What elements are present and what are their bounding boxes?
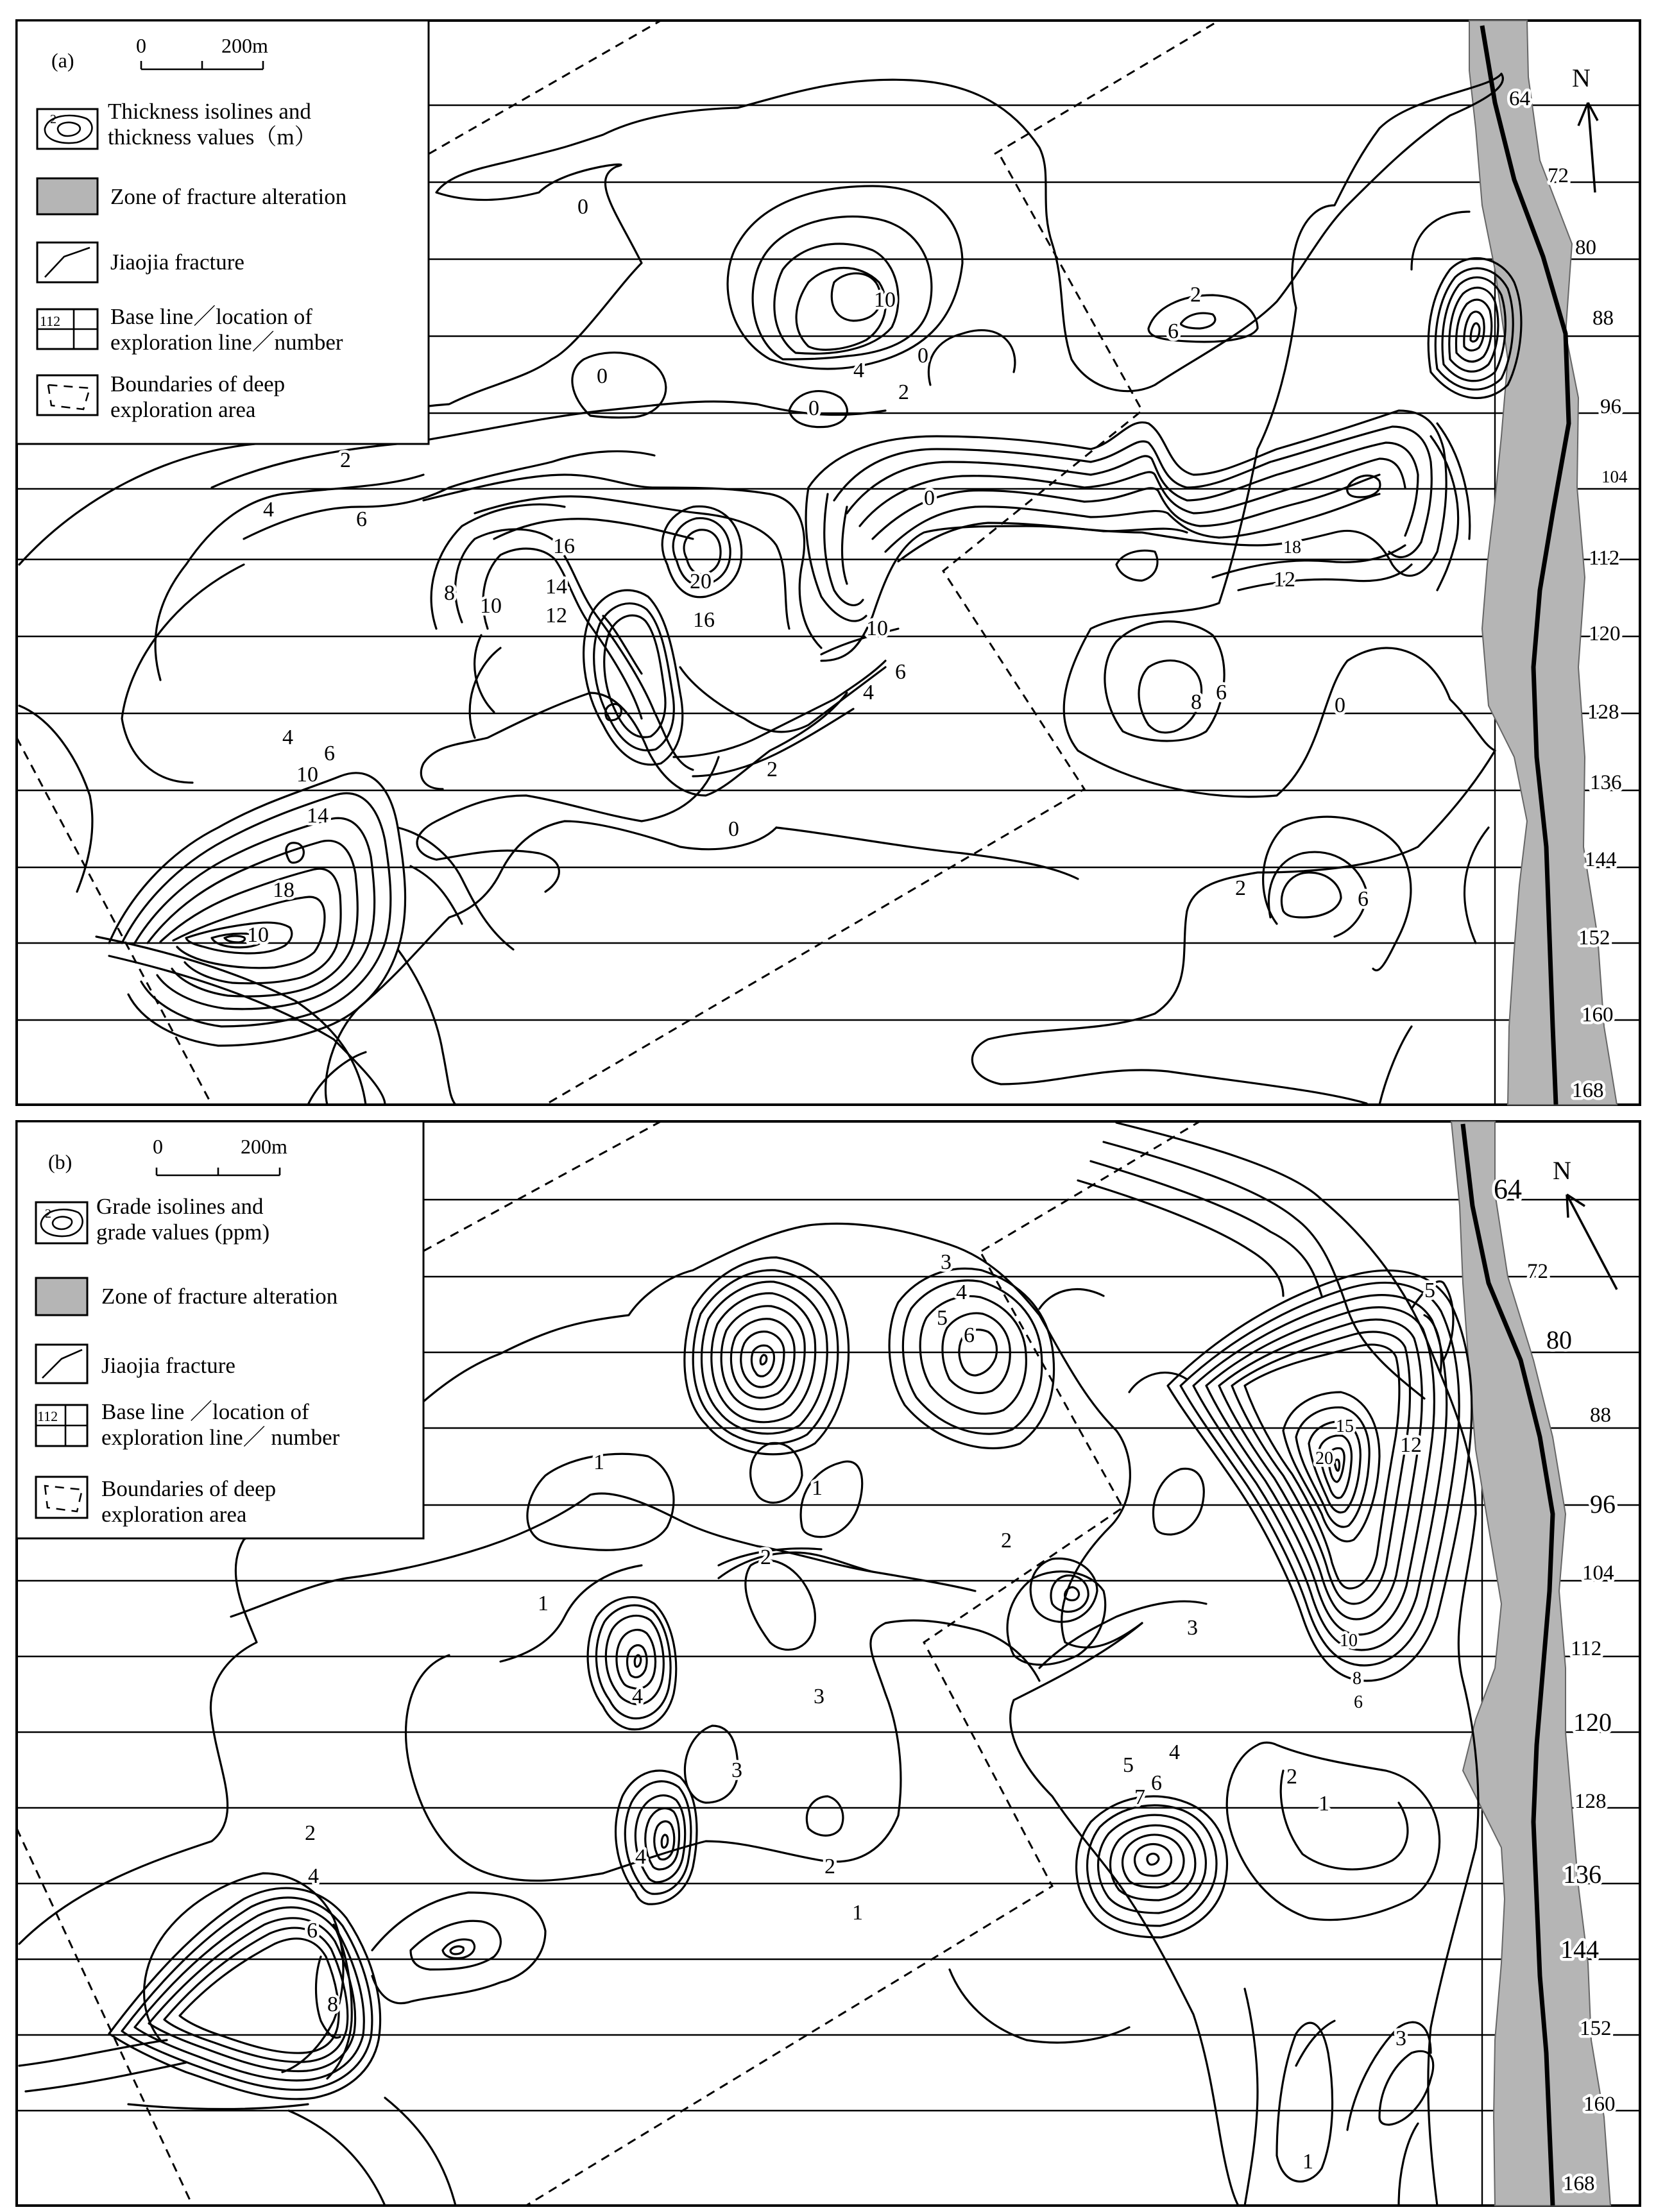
contour-label: 2 [1235, 876, 1246, 900]
contour-label: 0 [924, 486, 935, 510]
line-number: 112 [1589, 547, 1620, 570]
legend-isolines-line1: Grade isolines and [96, 1194, 264, 1219]
contour-label: 5 [937, 1306, 948, 1330]
contour-label: 6 [1354, 1692, 1363, 1712]
contour-label: 6 [1358, 887, 1369, 911]
grade-contour-map-panel [17, 1121, 1640, 2206]
contour-label: 10 [480, 594, 502, 618]
line-number: 152 [1578, 926, 1610, 949]
north-label: N [1572, 64, 1591, 92]
legend [17, 21, 429, 444]
legend-isolines-line1: Thickness isolines and [108, 99, 311, 124]
line-number: 120 [1589, 622, 1621, 645]
line-number: 152 [1580, 2017, 1612, 2040]
contour-label: 3 [731, 1758, 742, 1782]
contour-label: 12 [1274, 568, 1295, 591]
contour-label: 1 [852, 1901, 863, 1925]
contour-label: 2 [1286, 1765, 1297, 1789]
contour-label: 14 [545, 575, 567, 599]
legend-baseline-line1: Base line ／location of [101, 1399, 309, 1424]
contour-label: 6 [1216, 681, 1227, 704]
contour-label: 6 [307, 1919, 318, 1943]
line-number: 96 [1600, 395, 1621, 418]
contour-label: 10 [874, 288, 896, 312]
contour-label: 4 [1169, 1740, 1180, 1764]
line-number: 96 [1590, 1490, 1616, 1519]
contour-label: 18 [1283, 538, 1301, 557]
contour-label: 6 [1151, 1771, 1162, 1795]
line-number: 80 [1575, 236, 1596, 259]
line-number: 128 [1587, 701, 1619, 724]
panel-label: (b) [48, 1150, 73, 1173]
contour-label: 5 [1424, 1279, 1435, 1302]
contour-label: 2 [305, 1821, 316, 1845]
legend-isolines-a [0, 0, 1, 1]
contour-label: 18 [273, 878, 294, 902]
contour-label: 3 [941, 1250, 952, 1274]
line-number: 128 [1575, 1790, 1607, 1813]
contour-label: 0 [808, 396, 819, 420]
line-number: 72 [1527, 1260, 1548, 1283]
scale-distance: 200m [241, 1135, 287, 1158]
line-number: 144 [1585, 848, 1617, 871]
contour-label: 1 [1302, 2150, 1313, 2174]
contour-label: 6 [324, 742, 335, 765]
contour-label: 1 [538, 1592, 549, 1615]
contour-label: 2 [1190, 283, 1201, 307]
legend-icon-number: 112 [40, 313, 61, 329]
contour-label: 2 [767, 758, 778, 781]
line-number: 80 [1546, 1325, 1572, 1354]
legend-zone: Zone of fracture alteration [110, 184, 347, 209]
contour-label: 1 [1319, 1792, 1329, 1816]
contour-label: 4 [282, 726, 293, 749]
legend-icon-number: 112 [37, 1408, 58, 1424]
line-number: 104 [1582, 1561, 1614, 1585]
contour-label: 0 [597, 364, 608, 388]
legend-boundary-line1: Boundaries of deep [110, 371, 286, 396]
scale-zero: 0 [153, 1135, 163, 1158]
line-number: 64 [1494, 1173, 1522, 1205]
line-number: 160 [1582, 1003, 1614, 1026]
contour-label: 4 [632, 1685, 643, 1708]
line-number: 160 [1583, 2093, 1616, 2116]
line-number: 168 [1563, 2172, 1595, 2195]
contour-label: 6 [1168, 319, 1179, 343]
legend-icon-value: 2 [45, 1207, 51, 1221]
contour-label: 4 [853, 359, 864, 382]
line-number: 112 [1571, 1637, 1602, 1660]
contour-label: 8 [1353, 1669, 1362, 1689]
line-number: 64 [1509, 87, 1530, 110]
contour-label: 0 [1335, 693, 1345, 717]
contour-label: 20 [1315, 1449, 1333, 1468]
legend-baseline-line2: exploration line／ number [101, 1425, 340, 1450]
contour-label: 0 [728, 817, 739, 841]
panel-label: (a) [51, 49, 74, 72]
contour-label: 8 [327, 1993, 338, 2016]
legend-isolines-line2: thickness values（m） [108, 124, 317, 149]
contour-label: 8 [1191, 690, 1202, 714]
contour-label: 6 [964, 1323, 975, 1347]
line-number: 72 [1548, 164, 1569, 187]
contour-label: 2 [760, 1545, 771, 1569]
legend-zone: Zone of fracture alteration [101, 1284, 338, 1309]
legend-baseline-line2: exploration line／number [110, 330, 343, 355]
contour-label: 15 [1336, 1417, 1354, 1436]
contour-label: 2 [824, 1855, 835, 1878]
contour-label: 2 [340, 448, 351, 472]
north-label: N [1553, 1156, 1571, 1185]
legend-isolines-line2: grade values (ppm) [96, 1220, 270, 1245]
legend-boundary-line2: exploration area [110, 397, 256, 422]
contour-label: 3 [1396, 2027, 1406, 2050]
legend-fracture: Jiaojia fracture [101, 1353, 235, 1378]
legend [17, 1121, 423, 1538]
contour-label: 10 [247, 923, 269, 947]
legend-boundary-line1: Boundaries of deep [101, 1476, 277, 1501]
contour-label: 10 [1340, 1631, 1358, 1651]
contour-label: 4 [956, 1280, 967, 1304]
thickness-contour-map-panel [17, 21, 1640, 1105]
line-number: 88 [1592, 307, 1614, 330]
contour-label: 6 [895, 660, 906, 684]
contour-label: 6 [356, 507, 367, 531]
contour-label: 20 [690, 570, 712, 593]
contour-label: 2 [898, 380, 909, 404]
legend-baseline-line1: Base line／location of [110, 304, 312, 329]
contour-label: 3 [1187, 1616, 1198, 1640]
scale-zero: 0 [136, 34, 146, 57]
contour-label: 16 [553, 534, 575, 558]
contour-label: 10 [296, 763, 318, 787]
contour-label: 8 [444, 581, 455, 605]
contour-label: 4 [263, 498, 274, 522]
contour-label: 4 [635, 1845, 646, 1869]
contour-label: 4 [863, 681, 874, 704]
contour-label: 12 [1400, 1433, 1422, 1457]
legend-boundary-line2: exploration area [101, 1502, 247, 1527]
contour-label: 10 [866, 617, 888, 640]
scale-distance: 200m [221, 34, 268, 57]
line-number: 136 [1590, 771, 1622, 794]
contour-label: 4 [308, 1864, 319, 1888]
contour-label: 5 [1123, 1753, 1134, 1777]
contour-label: 2 [1001, 1529, 1012, 1553]
contour-label: 0 [918, 344, 928, 368]
contour-label: 14 [307, 804, 329, 828]
contour-label: 1 [593, 1451, 604, 1474]
contour-label: 16 [693, 608, 715, 632]
line-number: 88 [1590, 1404, 1611, 1427]
line-number: 104 [1601, 467, 1628, 486]
legend-fracture: Jiaojia fracture [110, 250, 244, 275]
line-number: 144 [1560, 1935, 1599, 1964]
line-number: 168 [1572, 1079, 1604, 1102]
contour-label: 1 [812, 1476, 823, 1500]
line-number: 120 [1573, 1708, 1612, 1737]
legend-icon-value: 2 [50, 112, 56, 126]
line-number: 136 [1563, 1860, 1601, 1889]
contour-label: 3 [814, 1685, 824, 1708]
contour-label: 0 [577, 195, 588, 219]
contour-label: 12 [545, 604, 567, 627]
contour-label: 7 [1134, 1785, 1145, 1809]
